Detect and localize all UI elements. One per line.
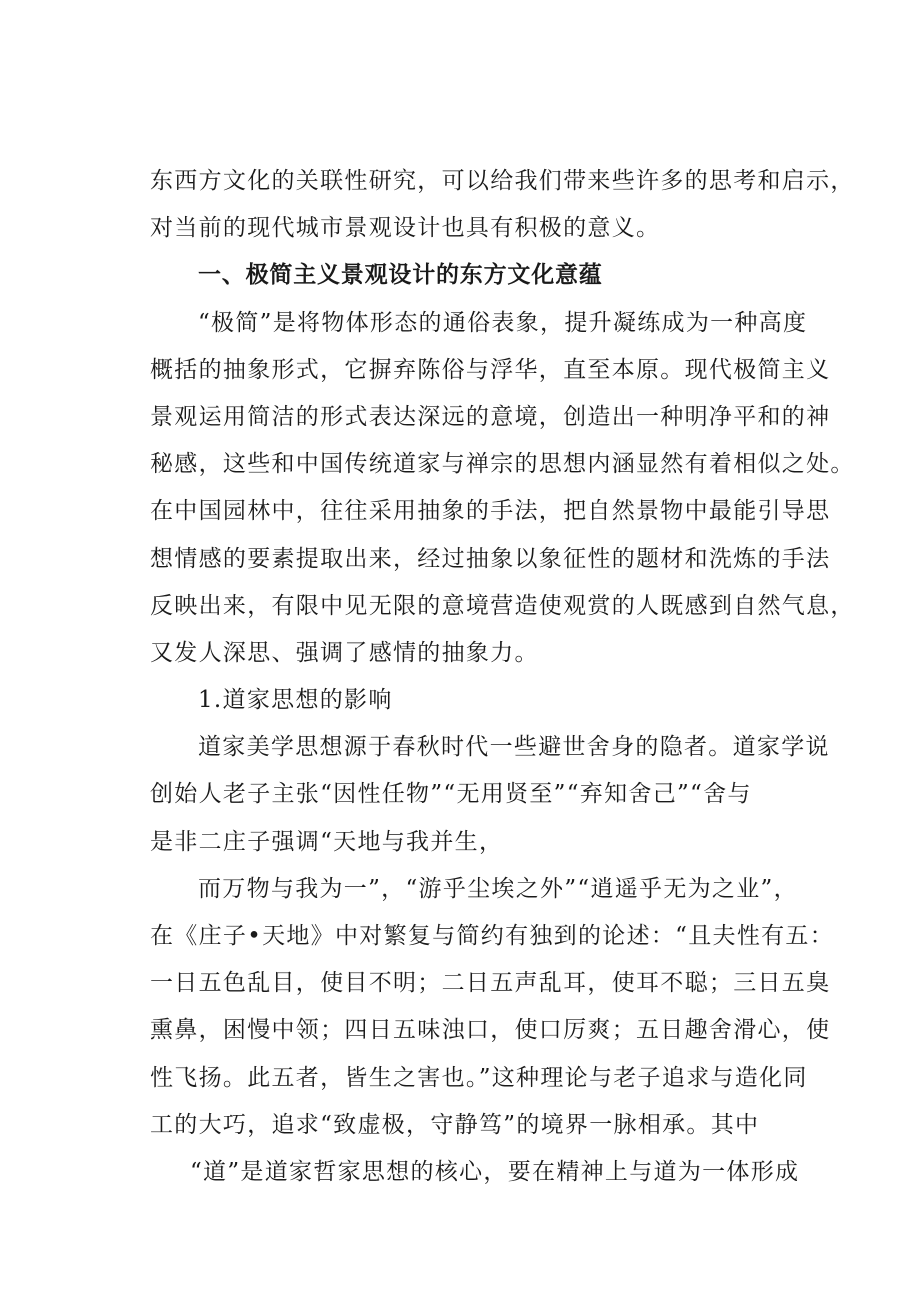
paragraph-line: 熏鼻，困慢中领；四日五味浊口，使口厉爽；五日趣舍滑心，使 (150, 1017, 831, 1044)
paragraph-line: 想情感的要素提取出来，经过抽象以象征性的题材和洗炼的手法 (150, 545, 831, 572)
paragraph-line: 在《庄子•天地》中对繁复与简约有独到的论述：“且夫性有五： (150, 923, 835, 949)
paragraph-line: 景观运用简洁的形式表达深远的意境，创造出一种明净平和的神 (150, 403, 831, 430)
section-heading: 一、极简主义景观设计的东方文化意蕴 (198, 262, 603, 289)
subsection-heading: 1.道家思想的影响 (198, 687, 393, 714)
paragraph-line: 是非二庄子强调“天地与我并生， (150, 828, 504, 855)
paragraph-line: 在中国园林中，往往采用抽象的手法，把自然景物中最能引导思 (150, 498, 831, 525)
paragraph-line: 而万物与我为一”，“游乎尘埃之外”“逍遥乎无为之业”， (198, 875, 798, 902)
paragraph-line: 创始人老子主张“因性任物”“无用贤至”“弃知舍己”“舍与 (150, 781, 752, 808)
paragraph-line: 道家美学思想源于春秋时代一些避世舍身的隐者。道家学说 (198, 734, 830, 761)
paragraph-line: 东西方文化的关联性研究，可以给我们带来些许多的思考和启示， (150, 168, 855, 194)
paragraph-line: 一日五色乱目，使目不明；二日五声乱耳，使耳不聪；三日五臭 (150, 970, 831, 997)
paragraph-line: “极简”是将物体形态的通俗表象，提升凝练成为一种高度 (198, 309, 808, 336)
paragraph-line: 秘感，这些和中国传统道家与禅宗的思想内涵显然有着相似之处。 (150, 451, 855, 478)
paragraph-line: 性飞扬。此五者，皆生之害也。”这种理论与老子追求与造化同 (150, 1064, 808, 1091)
paragraph-line: “道”是道家哲家思想的核心，要在精神上与道为一体形成 (190, 1158, 800, 1185)
document-body (150, 158, 855, 1196)
paragraph-line: 对当前的现代城市景观设计也具有积极的意义。 (150, 215, 661, 242)
paragraph-line: 反映出来，有限中见无限的意境营造使观赏的人既感到自然气息， (150, 592, 855, 619)
paragraph-line: 又发人深思、强调了感情的抽象力。 (150, 639, 539, 666)
paragraph-line: 工的大巧，追求“致虚极，守静笃”的境界一脉相承。其中 (150, 1111, 760, 1138)
paragraph-line: 概括的抽象形式，它摒弃陈俗与浮华，直至本原。现代极简主义 (150, 356, 831, 383)
